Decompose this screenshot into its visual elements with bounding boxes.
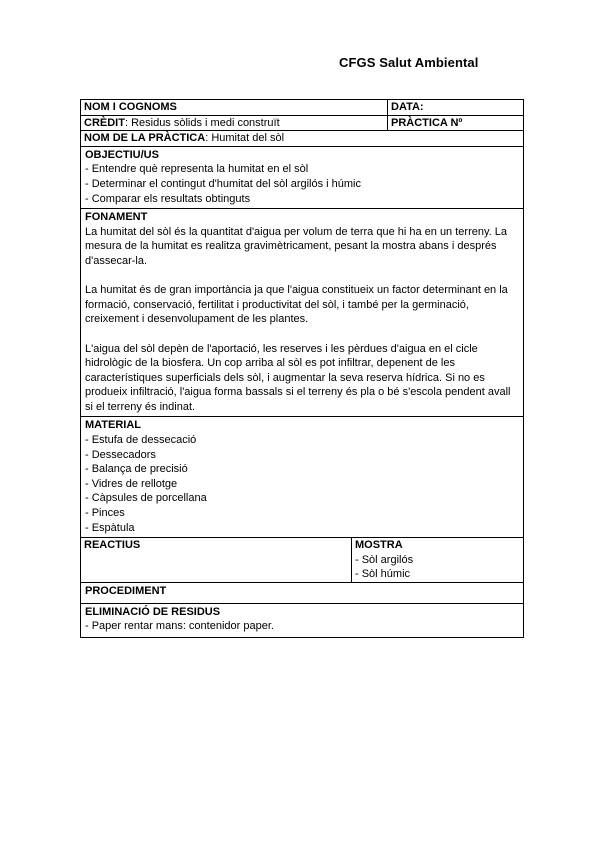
name-label: NOM I COGNOMS [84,101,177,113]
list-item: - Càpsules de porcellana [85,492,207,505]
practice-name-label: NOM DE LA PRÀCTICA [84,132,206,145]
list-item: - Dessecadors [85,448,156,461]
practice-number-label: PRÀCTICA Nº [387,116,465,131]
objectius-heading: OBJECTIU/US [85,148,159,161]
mostra-cell [351,538,523,582]
section-eliminacio [81,604,523,637]
list-item: - Pinces [85,507,125,520]
list-item: - Paper rentar mans: contenidor paper. [85,620,274,633]
eliminacio-heading: ELIMINACIÓ DE RESIDUS [85,605,221,618]
practice-sheet [80,99,524,638]
mostra-heading: MOSTRA [355,539,403,552]
document-header-title: CFGS Salut Ambiental [339,55,479,70]
fonament-paragraph-2: La humitat és de gran importància ja que l'aigua constitueix un factor determinant en la formació, conservació, fertilitat i productivitat del sòl, i també per la germinació, creixement i desenvolupament de les plantes. [85,284,508,326]
credit-cell [81,116,387,131]
fonament-heading: FONAMENT [85,211,148,224]
list-item: - Balança de precisió [85,463,188,476]
section-procediment [81,583,523,604]
list-item: - Comparar els resultats obtinguts [85,192,251,205]
reactius-heading: REACTIUS [84,539,141,552]
row-credit [81,116,523,132]
list-item: - Espàtula [85,521,135,534]
practice-name-value: : Humitat del sòl [205,132,285,145]
list-item: - Sòl húmic [355,568,411,581]
list-item: - Entendre què representa la humitat en el sòl [85,163,309,176]
list-item: - Estufa de dessecació [85,434,197,447]
list-item: - Determinar el contingut d'humitat del sòl argilós i húmic [85,177,361,190]
section-material [81,417,523,538]
row-practice-name [81,131,523,147]
material-heading: MATERIAL [85,419,142,432]
list-item: - Sòl argilós [355,553,414,566]
section-fonament [81,209,523,417]
fonament-paragraph-3: L'aigua del sòl depèn de l'aportació, les reserves i les pèrdues d'aigua en el cicle hidrològic de la biosfera. Un cop arriba al sòl es pot infiltrar, depenent de les característiques superficials dels sòl, i augmentar la seva reserva hídrica. Si no es produeix infiltració, l'aigua forma bassals si el terreny és pla o bé s'escola pendent avall si el terreny és indinat. [85,342,511,413]
date-label: DATA: [387,100,427,115]
list-item: - Vidres de rellotge [85,477,178,490]
reactius-cell [81,538,351,582]
section-objectius [81,147,523,209]
fonament-paragraph-1: La humitat del sòl és la quantitat d'aigua per volum de terra que hi ha en un terreny. La mesura de la humitat es realitza gravimètricament, pesant la mostra abans i després d'assecar-la. [85,225,507,267]
row-reactius-mostra [81,538,523,583]
procediment-heading: PROCEDIMENT [85,585,167,598]
credit-value: : Residus sòlids i medi construït [124,116,280,129]
practice-name-cell [81,131,523,146]
row-name-date [81,100,523,116]
credit-label: CRÈDIT [84,116,125,129]
